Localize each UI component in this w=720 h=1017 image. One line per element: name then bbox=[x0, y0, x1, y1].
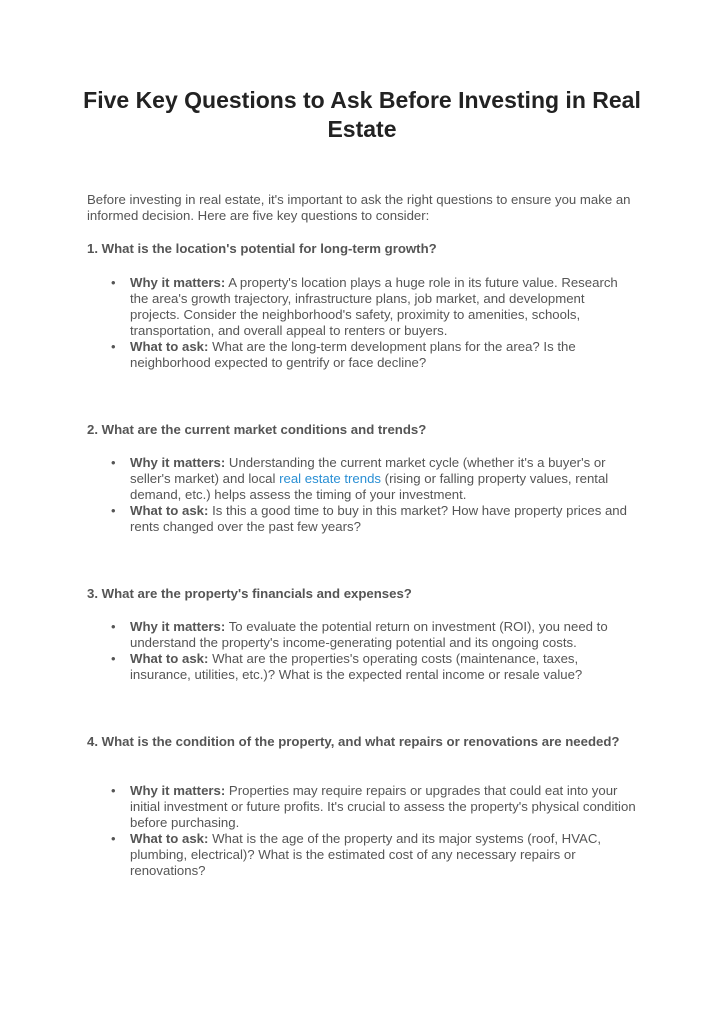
bullet-icon: • bbox=[111, 455, 116, 470]
question-2-list bbox=[87, 455, 637, 535]
list-item bbox=[87, 831, 637, 879]
why-text: A property's location plays a huge role in its future value. Research the area's growth trajectory, infrastructure plans, job market, and development projects. Consider the neighborhood's safety, proximity to amenities, schools, transportation, and overall appeal to renters or buyers. bbox=[130, 275, 618, 338]
why-text: Understanding the current market cycle (whether it's a buyer's or seller's market) and local bbox=[130, 455, 606, 486]
bullet-icon: • bbox=[111, 275, 116, 290]
ask-label: What to ask: bbox=[130, 503, 209, 518]
list-item bbox=[87, 783, 637, 831]
bullet-icon: • bbox=[111, 831, 116, 846]
why-text: Properties may require repairs or upgrades that could eat into your initial investment or future profits. It's crucial to assess the property's physical condition before purchasing. bbox=[130, 783, 636, 830]
list-item bbox=[87, 651, 637, 683]
question-1-heading: 1. What is the location's potential for long-term growth? bbox=[87, 241, 437, 256]
ask-label: What to ask: bbox=[130, 831, 209, 846]
intro-paragraph: Before investing in real estate, it's important to ask the right questions to ensure you make an informed decision. Here are five key questions to consider: bbox=[87, 192, 631, 223]
why-label: Why it matters: bbox=[130, 455, 226, 470]
bullet-icon: • bbox=[111, 339, 116, 354]
question-4-heading: 4. What is the condition of the property, and what repairs or renovations are needed? bbox=[87, 734, 620, 749]
why-label: Why it matters: bbox=[130, 275, 226, 290]
question-3-heading: 3. What are the property's financials and expenses? bbox=[87, 586, 412, 601]
bullet-icon: • bbox=[111, 651, 116, 666]
question-3-list bbox=[87, 619, 637, 683]
ask-label: What to ask: bbox=[130, 651, 209, 666]
real-estate-trends-link[interactable]: real estate trends bbox=[279, 471, 382, 486]
question-1-list bbox=[87, 275, 637, 371]
ask-text: Is this a good time to buy in this market? How have property prices and rents changed over the past few years? bbox=[130, 503, 627, 534]
why-label: Why it matters: bbox=[130, 619, 226, 634]
list-item bbox=[87, 503, 637, 535]
page-title: Five Key Questions to Ask Before Investing in Real Estate bbox=[83, 87, 641, 142]
bullet-icon: • bbox=[111, 783, 116, 798]
bullet-icon: • bbox=[111, 619, 116, 634]
list-item bbox=[87, 275, 637, 339]
ask-text: What is the age of the property and its major systems (roof, HVAC, plumbing, electrical)? What is the estimated cost of any necessary repairs or renovations? bbox=[130, 831, 602, 878]
ask-text: What are the properties's operating costs (maintenance, taxes, insurance, utilities, etc.)? What is the expected rental income or resale value? bbox=[130, 651, 583, 682]
ask-text: What are the long-term development plans for the area? Is the neighborhood expected to gentrify or face decline? bbox=[130, 339, 576, 370]
bullet-icon: • bbox=[111, 503, 116, 518]
list-item bbox=[87, 619, 637, 651]
list-item bbox=[87, 339, 637, 371]
ask-label: What to ask: bbox=[130, 339, 209, 354]
question-2-heading: 2. What are the current market conditions and trends? bbox=[87, 422, 427, 437]
list-item bbox=[87, 455, 637, 503]
why-text: To evaluate the potential return on investment (ROI), you need to understand the property's income-generating potential and its ongoing costs. bbox=[130, 619, 608, 650]
question-4-list bbox=[87, 783, 637, 879]
why-label: Why it matters: bbox=[130, 783, 226, 798]
why-text-continued: (rising or falling property values, rental demand, etc.) helps assess the timing of your investment. bbox=[130, 471, 609, 502]
